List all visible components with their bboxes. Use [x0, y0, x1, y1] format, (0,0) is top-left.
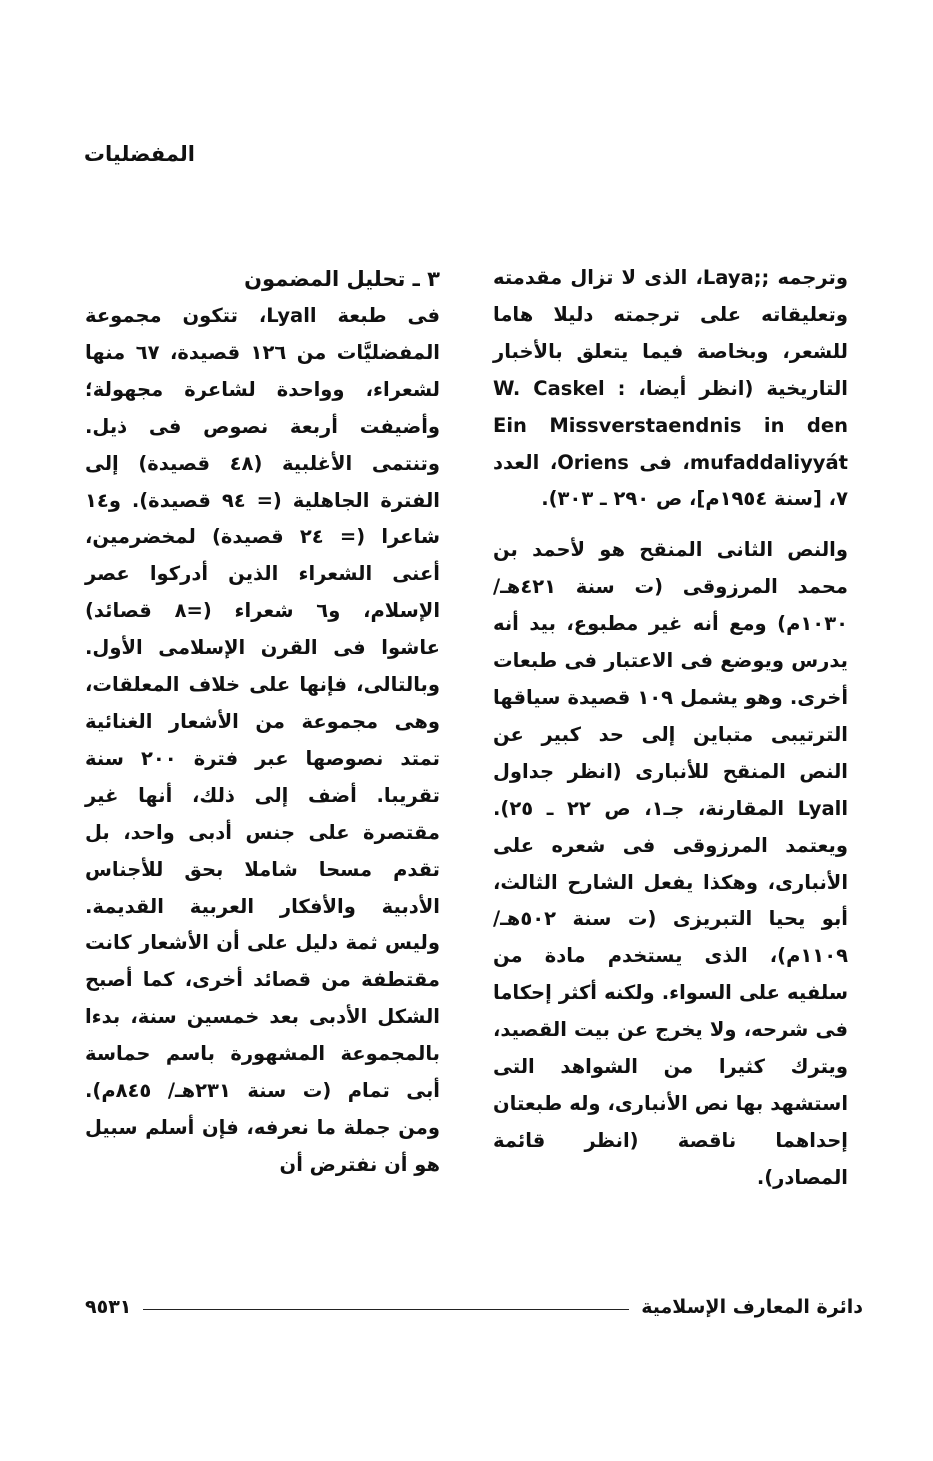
section-heading: ٣ ـ تحليل المضمون	[244, 267, 440, 291]
running-header: المفضليات	[83, 142, 195, 166]
footer-publication-title: دائرة المعارف الإسلامية	[641, 1296, 863, 1318]
right-column	[493, 260, 848, 1197]
left-column	[85, 260, 440, 1184]
right-paragraph-1: وترجمه ;;Laya، الذى لا تزال مقدمته وتعليقاته على ترجمته دليلا هاما للشعر، وبخاصة فيما يتعلق بالأخبار التاريخية (انظر أيضا، W. Caskel : Ein Missverstaendnis in den mufaddaliyyát، فى Oriens، العدد ٧، [سنة ١٩٥٤م]، ص ٢٩٠ ـ ٣٠٣).	[493, 266, 849, 511]
page-number: ٩٥٣١	[85, 1296, 132, 1318]
left-paragraph-1: فى طبعة Lyall، تتكون مجموعة المفضليَّات من ١٢٦ قصيدة، ٦٧ منها لشعراء، وواحدة لشاعرة مجهولة؛ وأضيفت أربعة نصوص فى ذيل. وتنتمى الأغلبية (٤٨ قصيدة) إلى الفترة الجاهلية (= ٩٤ قصيدة). و١٤ شاعرا (= ٢٤ قصيدة) لمخضرمين، أعنى الشعراء الذين أدركوا عصر الإسلام، و٦ شعراء (=٨ قصائد) عاشوا فى القرن الإسلامى الأول. وبالتالى، فإنها على خلاف المعلقات، وهى مجموعة من الأشعار الغنائية تمتد نصوصها عبر فترة ٢٠٠ سنة تقريبا. أضف إلى ذلك، أنها غير مقتصرة على جنس أدبى واحد، بل تقدم مسحا شاملا بحق للأجناس الأدبية والأفكار العربية القديمة. وليس ثمة دليل على أن الأشعار كانت مقتطفة من قصائد أخرى، كما أصبح الشكل الأدبى بعد خمسين سنة، بدءا بالمجموعة المشهورة باسم حماسة أبى تمام (ت سنة ٢٣١هـ/ ٨٤٥م). ومن جملة ما نعرفه، فإن أسلم سبيل هو أن نفترض أن	[85, 304, 440, 1176]
footer-rule	[143, 1309, 629, 1310]
right-paragraph-2: والنص الثانى المنقح هو لأحمد بن محمد المرزوقى (ت سنة ٤٢١هـ/ ١٠٣٠م) ومع أنه غير مطبوع، بيد أنه يدرس ويوضع فى الاعتبار فى طبعات أخرى. وهو يشمل ١٠٩ قصيدة سياقها الترتيبى متباين إلى حد كبير عن النص المنقح للأنبارى (انظر جداول Lyall المقارنة، جـ١، ص ٢٢ ـ ٢٥). ويعتمد المرزوقى فى شعره على الأنبارى، وهكذا يفعل الشارح الثالث، أبو يحيا التبريزى (ت سنة ٥٠٢هـ/ ١١٠٩م)، الذى يستخدم مادة من سلفيه على السواء. ولكنه أكثر إحكاما فى شرحه، ولا يخرج عن بيت القصيد، ويترك كثيرا من الشواهد التى استشهد بها نص الأنبارى، وله طبعتان إحداهما ناقصة (انظر قائمة المصادر).	[493, 538, 849, 1189]
page-footer	[85, 1292, 863, 1322]
